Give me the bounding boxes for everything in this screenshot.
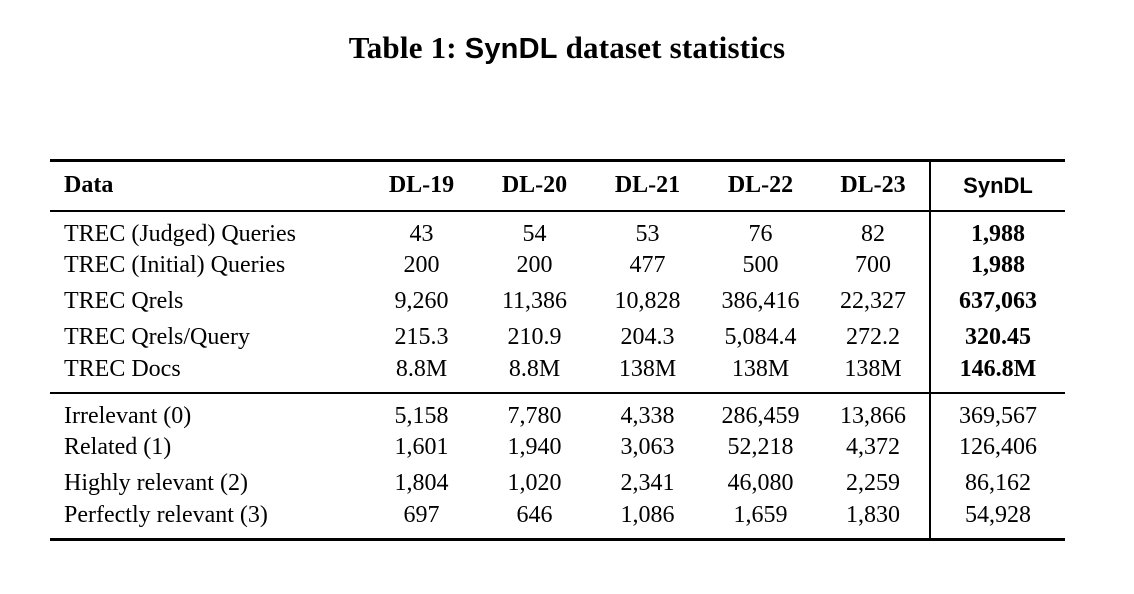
table-row <box>50 502 1065 540</box>
table-header-row <box>50 161 1065 211</box>
column-header-data: Data <box>50 161 365 211</box>
syndl-value: 146.8M <box>930 356 1065 393</box>
cell-value: 200 <box>516 252 553 278</box>
cell-value: 1,804 <box>394 470 449 496</box>
syndl-value: 637,063 <box>930 284 1065 320</box>
row-label: TREC Qrels/Query <box>64 324 250 350</box>
cell-value: 8.8M <box>395 355 448 382</box>
cell-value: 43 <box>409 220 434 247</box>
cell-value: 1,020 <box>507 470 562 496</box>
cell-value: 54 <box>522 220 547 247</box>
cell-value: 7,780 <box>507 402 562 429</box>
page <box>0 30 1134 594</box>
cell-value: 10,828 <box>614 288 681 314</box>
row-label: Irrelevant (0) <box>64 402 192 429</box>
cell-value: 272.2 <box>846 324 900 350</box>
cell-value: 5,158 <box>394 402 449 429</box>
cell-value: 1,601 <box>394 434 449 460</box>
cell-value: 4,338 <box>620 402 675 429</box>
cell-value: 1,830 <box>846 501 900 528</box>
cell-value: 22,327 <box>840 288 906 314</box>
cell-value: 11,386 <box>501 288 568 314</box>
cell-value: 1,940 <box>507 434 562 460</box>
column-header-dl-22: DL-22 <box>704 161 817 211</box>
cell-value: 138M <box>844 355 902 382</box>
cell-value: 4,372 <box>846 434 900 460</box>
table-section-trec-statistics <box>50 211 1065 393</box>
cell-value: 1,659 <box>733 501 788 528</box>
cell-value: 13,866 <box>840 402 906 429</box>
row-label: Related (1) <box>64 434 172 460</box>
cell-value: 210.9 <box>507 324 562 350</box>
cell-value: 646 <box>516 501 553 528</box>
cell-value: 82 <box>861 220 885 247</box>
syndl-value: 126,406 <box>930 430 1065 466</box>
cell-value: 697 <box>403 501 440 528</box>
table-row <box>50 430 1065 466</box>
column-header-dl-21: DL-21 <box>591 161 704 211</box>
row-label: Perfectly relevant (3) <box>64 501 268 528</box>
column-header-syndl: SynDL <box>930 161 1065 211</box>
cell-value: 5,084.4 <box>724 324 797 350</box>
cell-value: 53 <box>635 220 660 247</box>
cell-value: 138M <box>618 355 677 382</box>
cell-value: 200 <box>403 252 440 278</box>
table-head <box>50 161 1065 211</box>
syndl-value: 54,928 <box>930 502 1065 540</box>
column-header-dl-20: DL-20 <box>478 161 591 211</box>
cell-value: 46,080 <box>727 470 794 496</box>
row-label: Highly relevant (2) <box>64 470 248 496</box>
stats-table <box>50 159 1065 541</box>
syndl-value: 86,162 <box>930 466 1065 502</box>
table-row <box>50 284 1065 320</box>
cell-value: 500 <box>742 252 779 278</box>
cell-value: 2,259 <box>846 470 900 496</box>
cell-value: 3,063 <box>620 434 675 460</box>
row-label: TREC Qrels <box>64 288 184 314</box>
cell-value: 2,341 <box>620 470 675 496</box>
column-header-dl-23: DL-23 <box>817 161 930 211</box>
syndl-value: 1,988 <box>930 248 1065 284</box>
row-label: TREC (Judged) Queries <box>64 220 296 247</box>
cell-value: 204.3 <box>620 324 675 350</box>
cell-value: 215.3 <box>394 324 449 350</box>
table-row <box>50 211 1065 248</box>
cell-value: 138M <box>731 355 790 382</box>
cell-value: 1,086 <box>620 501 675 528</box>
column-header-dl-19: DL-19 <box>365 161 478 211</box>
caption-brand-syndl: SynDL <box>464 33 558 65</box>
table-caption <box>0 30 1134 66</box>
row-label: TREC Docs <box>64 355 181 382</box>
syndl-value: 1,988 <box>930 211 1065 248</box>
cell-value: 76 <box>748 220 773 247</box>
cell-value: 477 <box>629 252 666 278</box>
cell-value: 9,260 <box>394 288 449 314</box>
cell-value: 52,218 <box>727 434 794 460</box>
table-row <box>50 248 1065 284</box>
caption-prefix: Table 1: <box>348 30 465 65</box>
caption-suffix: dataset statistics <box>557 30 786 65</box>
table-row <box>50 393 1065 430</box>
table-row <box>50 466 1065 502</box>
table-row <box>50 320 1065 356</box>
cell-value: 700 <box>855 252 891 278</box>
cell-value: 8.8M <box>508 355 561 382</box>
row-label: TREC (Initial) Queries <box>64 252 286 278</box>
cell-value: 386,416 <box>721 288 800 314</box>
cell-value: 286,459 <box>721 402 800 429</box>
table-row <box>50 356 1065 393</box>
syndl-value: 320.45 <box>930 320 1065 356</box>
syndl-value: 369,567 <box>930 393 1065 430</box>
table-section-relevance-labels <box>50 393 1065 540</box>
